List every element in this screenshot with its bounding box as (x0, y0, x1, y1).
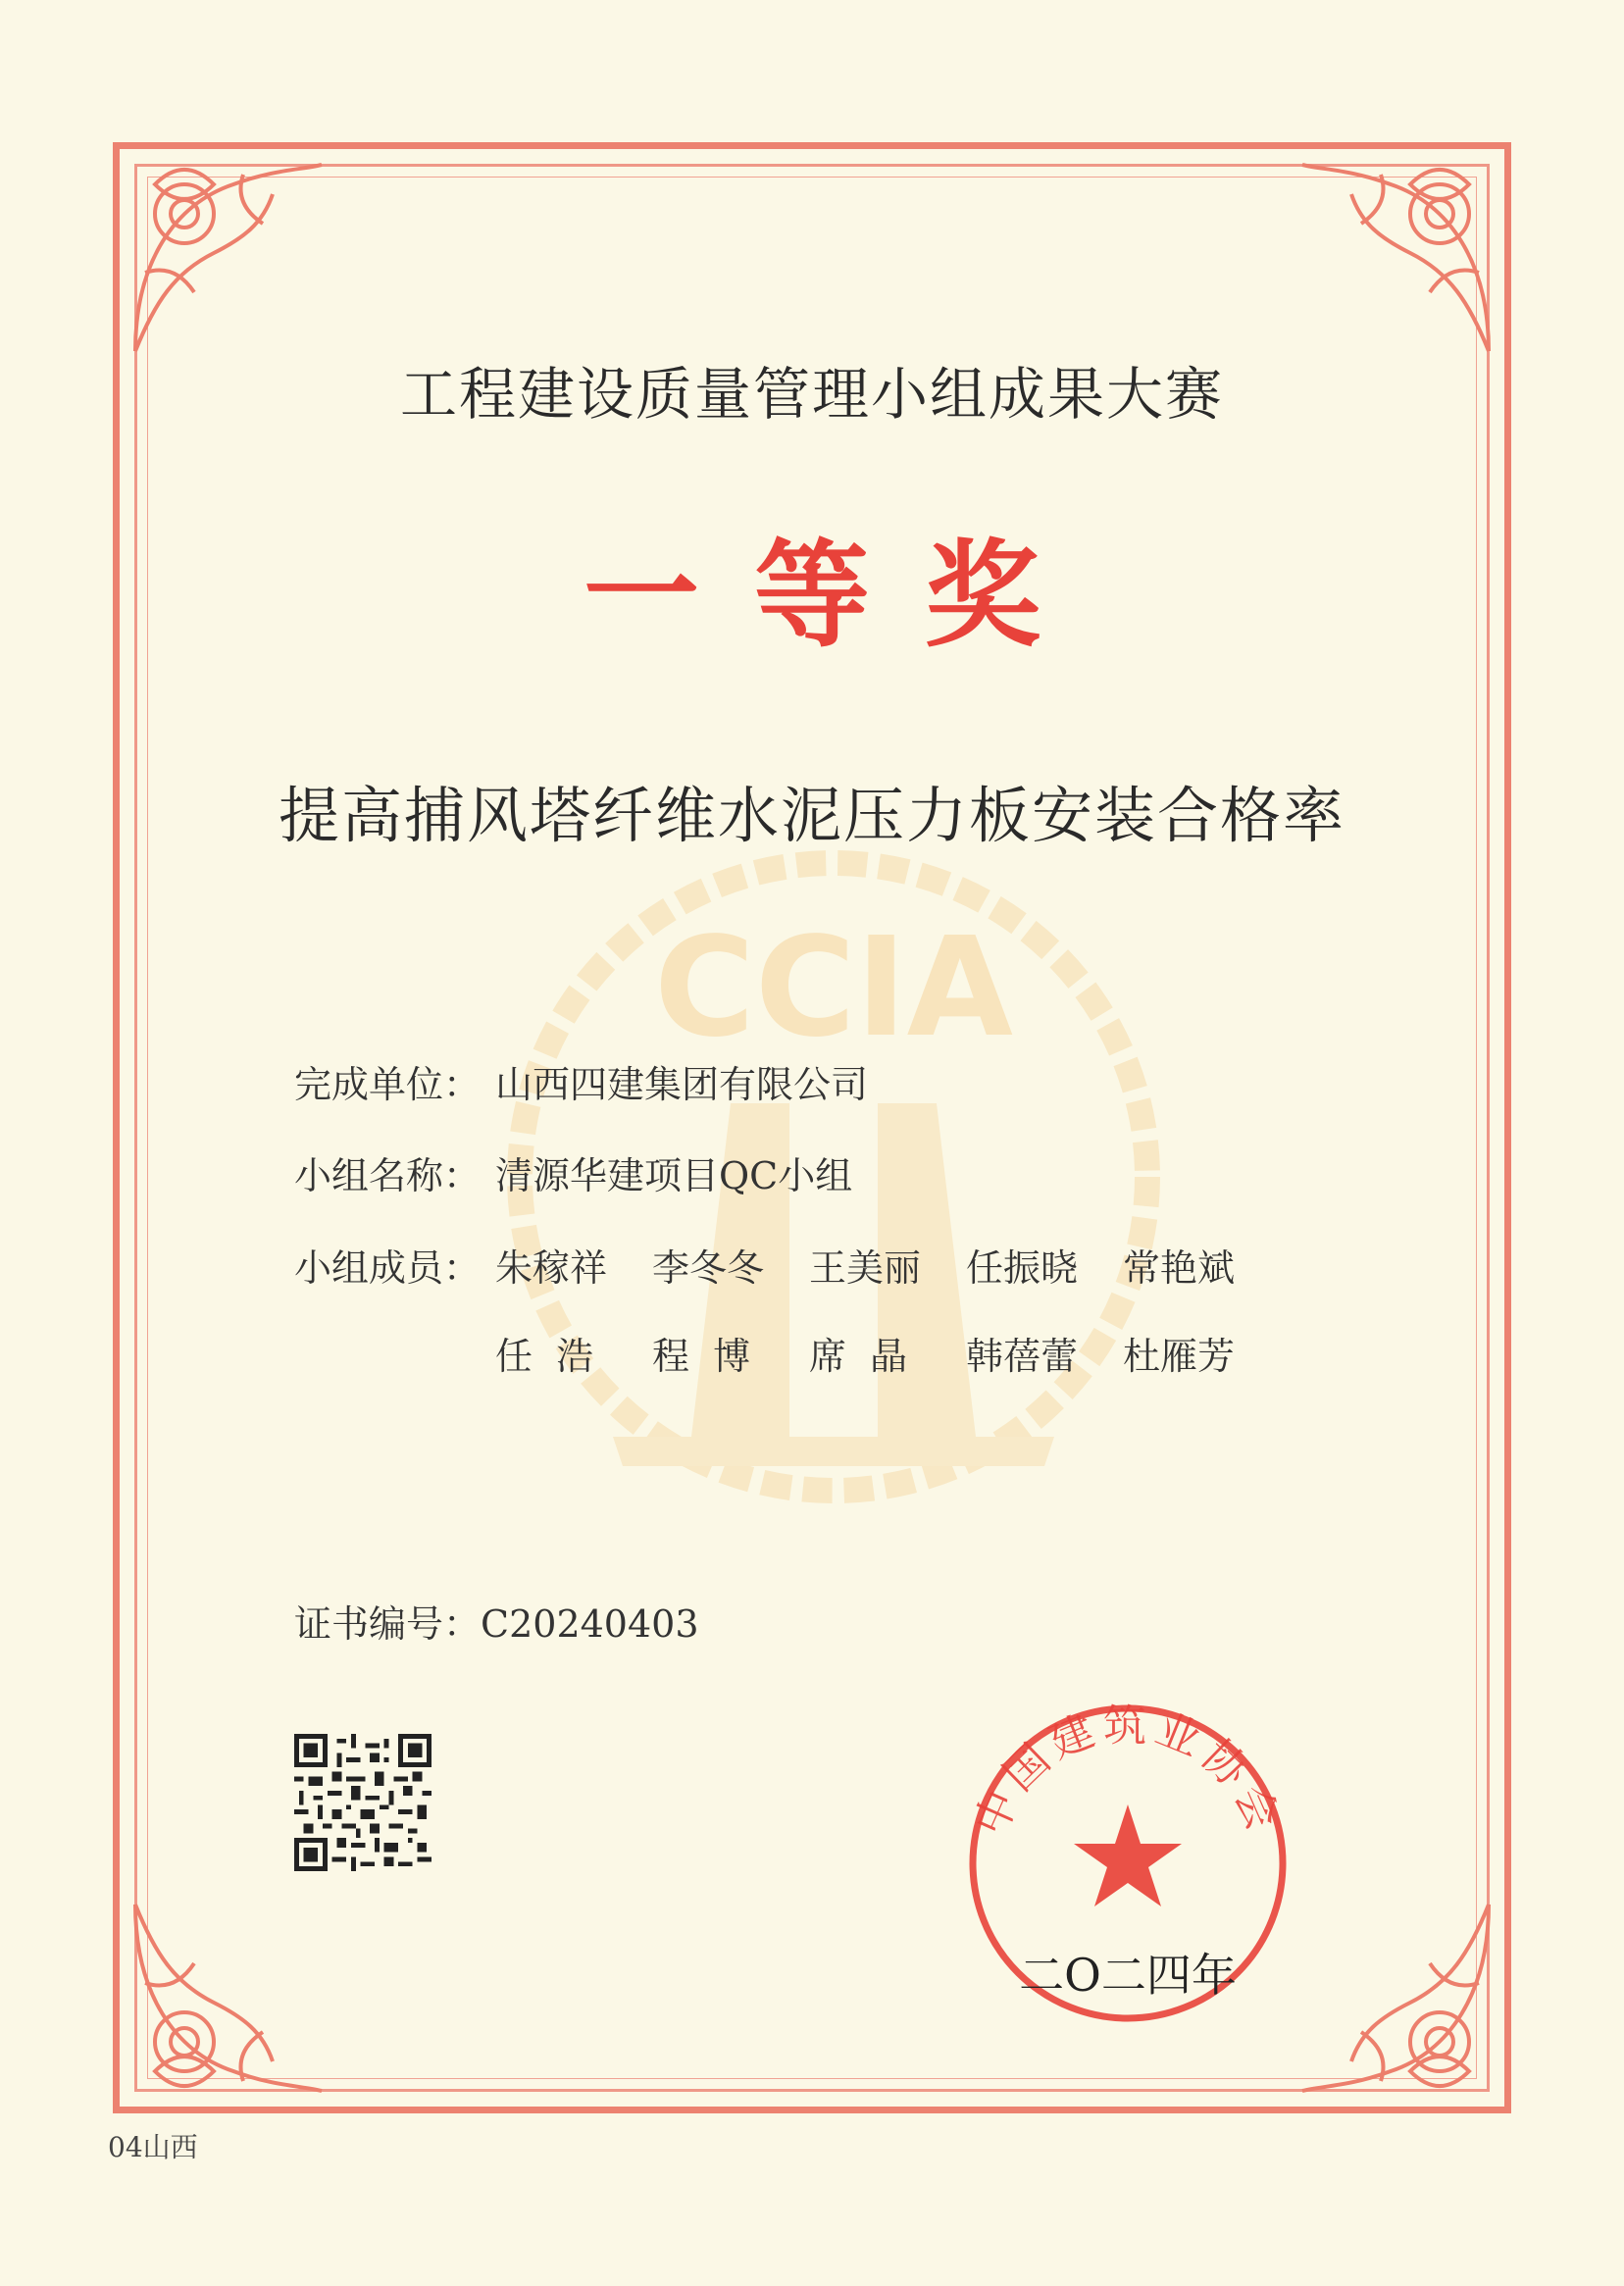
member-name: 任 浩 (495, 1335, 594, 1378)
member-name: 杜雁芳 (1123, 1335, 1236, 1378)
member-name: 王美丽 (809, 1246, 922, 1290)
watermark-text: CCIA (654, 908, 1013, 1068)
qr-code-icon (294, 1734, 431, 1871)
star-icon (1074, 1804, 1182, 1906)
certificate-number-label: 证书编号： (294, 1602, 482, 1646)
group-members-row-2 (495, 1326, 1235, 1380)
certificate-number-row (294, 1594, 699, 1648)
group-name-value: 清源华建项目QC小组 (495, 1154, 853, 1197)
corner-ornament-bottom-right (1283, 1885, 1508, 2110)
member-name: 李冬冬 (652, 1246, 765, 1290)
member-name: 席 晶 (809, 1335, 908, 1378)
corner-ornament-top-right (1283, 145, 1508, 371)
corner-ornament-bottom-left (116, 1885, 341, 2110)
completion-unit-row (294, 1054, 868, 1108)
group-name-row (294, 1145, 852, 1199)
project-title: 提高捕风塔纤维水泥压力板安装合格率 (278, 780, 1345, 851)
footer-code: 04山西 (108, 2131, 198, 2163)
group-members-label: 小组成员： (294, 1246, 482, 1290)
completion-unit-label: 完成单位： (294, 1063, 482, 1106)
seal-text: 中国建筑业协会 (965, 1701, 1291, 1844)
award-title: 一等奖 (583, 527, 1095, 663)
seal-date: 二O二四年 (1019, 1949, 1237, 2002)
group-name-label: 小组名称： (294, 1154, 482, 1197)
member-name: 常艳斌 (1123, 1246, 1236, 1290)
member-name: 韩蓓蕾 (966, 1335, 1079, 1378)
completion-unit-value: 山西四建集团有限公司 (495, 1063, 869, 1106)
official-seal-stamp (961, 1697, 1294, 2030)
member-name: 程 博 (652, 1335, 751, 1378)
corner-ornament-top-left (116, 145, 341, 371)
member-name: 任振晓 (966, 1246, 1079, 1290)
event-title: 工程建设质量管理小组成果大赛 (399, 361, 1224, 428)
certificate-number-value: C20240403 (481, 1602, 699, 1646)
member-name: 朱稼祥 (495, 1246, 608, 1290)
group-members-row (294, 1238, 1235, 1292)
